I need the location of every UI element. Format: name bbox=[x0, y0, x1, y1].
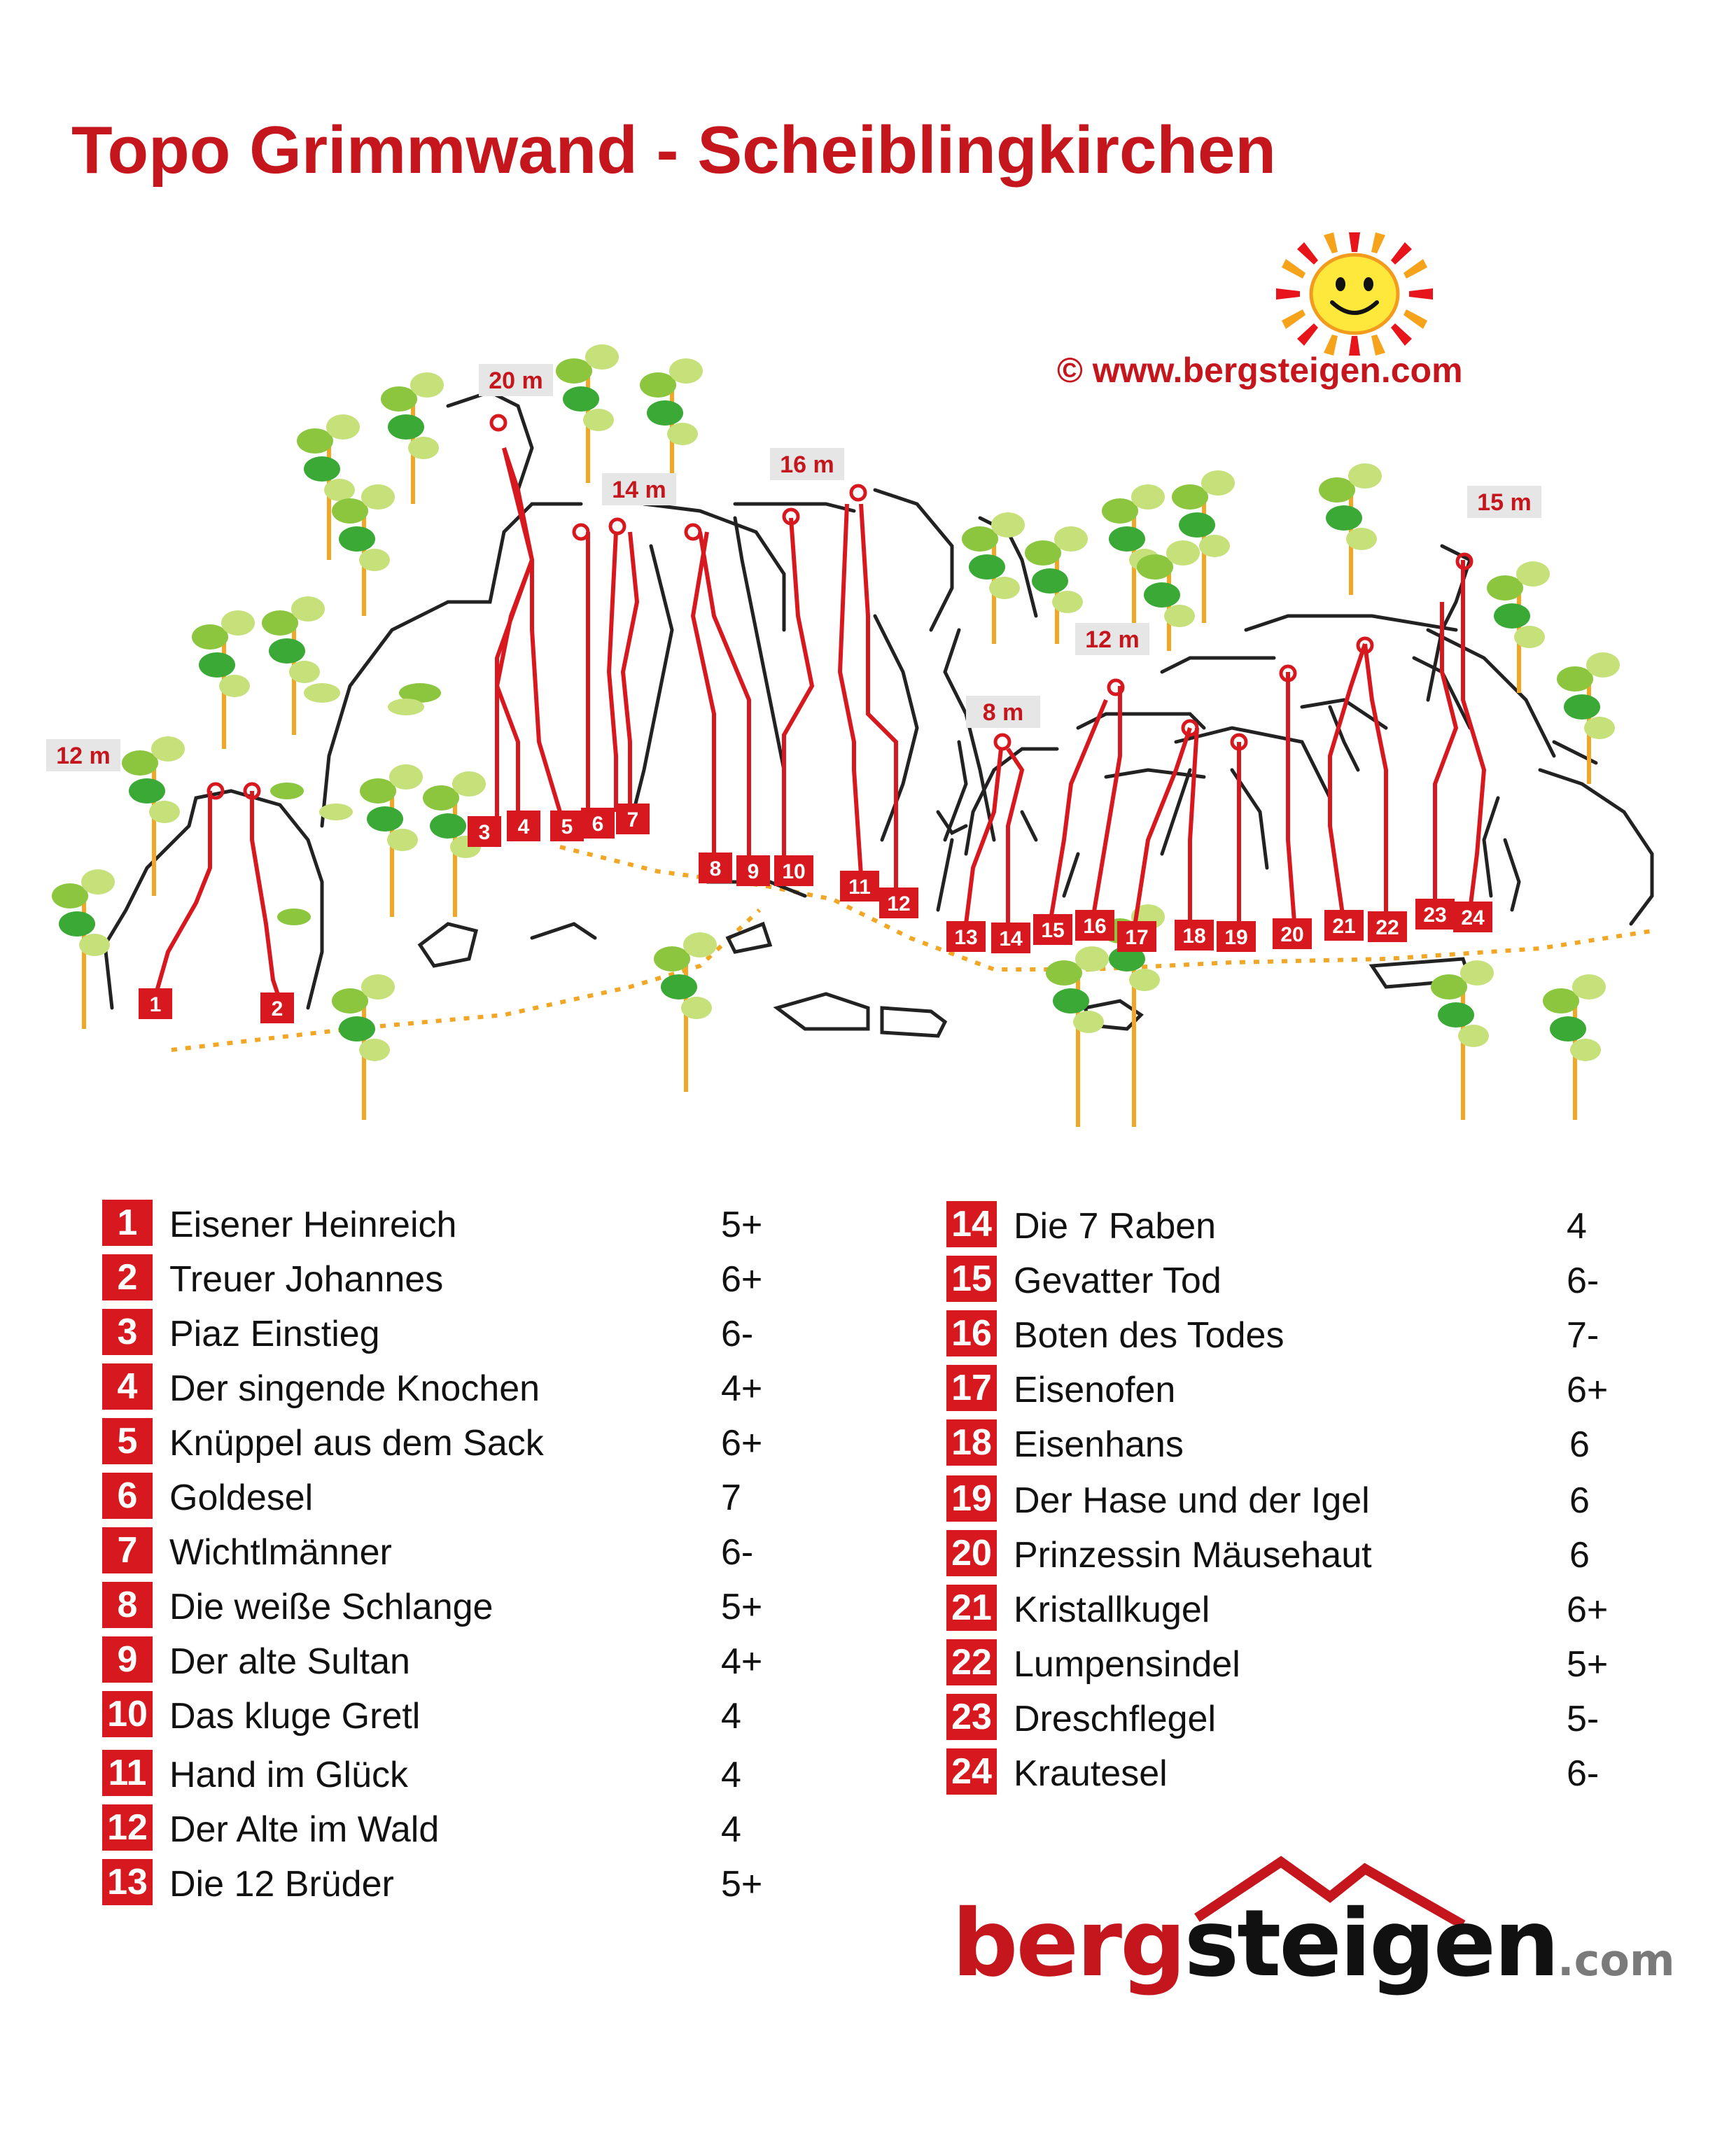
route-grade: 6- bbox=[721, 1314, 754, 1354]
page-title: Topo Grimmwand - Scheiblingkirchen bbox=[71, 113, 1277, 188]
brand-word-berg: berg bbox=[952, 1890, 1184, 1998]
route-legend-left bbox=[102, 1200, 802, 1928]
route-number-badge: 2 bbox=[102, 1254, 153, 1300]
route-marker[interactable] bbox=[1117, 921, 1156, 952]
svg-text:2: 2 bbox=[271, 997, 284, 1021]
route-grade: 6- bbox=[721, 1532, 754, 1573]
svg-text:9: 9 bbox=[747, 860, 760, 883]
svg-text:1: 1 bbox=[149, 993, 162, 1016]
tree-icon bbox=[1543, 974, 1606, 1120]
route-number-badge: 24 bbox=[946, 1748, 997, 1795]
route-name: Piaz Einstieg bbox=[169, 1314, 380, 1354]
route-name: Lumpensindel bbox=[1014, 1644, 1240, 1685]
route-name: Treuer Johannes bbox=[169, 1259, 444, 1300]
route-marker[interactable] bbox=[736, 855, 770, 886]
route-number-badge: 5 bbox=[102, 1418, 153, 1464]
height-label: 12 m bbox=[56, 743, 111, 769]
route-grade: 6 bbox=[1569, 1480, 1590, 1521]
tree-icon bbox=[262, 596, 325, 735]
svg-text:6: 6 bbox=[592, 813, 604, 836]
route-grade: 4 bbox=[1567, 1206, 1587, 1247]
height-label: 8 m bbox=[982, 699, 1024, 726]
tree-icon bbox=[1487, 561, 1550, 693]
svg-text:16: 16 bbox=[1083, 915, 1107, 938]
route-marker[interactable] bbox=[1033, 914, 1072, 945]
route-number-badge: 4 bbox=[102, 1363, 153, 1410]
route-name: Knüppel aus dem Sack bbox=[169, 1423, 544, 1464]
route-number-badge: 6 bbox=[102, 1473, 153, 1519]
route-grade: 7- bbox=[1567, 1315, 1600, 1356]
route-marker[interactable] bbox=[774, 855, 813, 886]
route-grade: 4 bbox=[721, 1696, 741, 1737]
route-number-badge: 17 bbox=[946, 1365, 997, 1411]
tree-icon bbox=[1557, 652, 1620, 784]
route-name: Eisenhans bbox=[1014, 1424, 1184, 1465]
svg-text:19: 19 bbox=[1224, 926, 1248, 949]
tree-icon bbox=[360, 764, 423, 917]
tree-icon bbox=[192, 610, 255, 749]
svg-text:10: 10 bbox=[782, 860, 806, 883]
route-marker[interactable] bbox=[1273, 918, 1312, 949]
route-grade: 5+ bbox=[1567, 1644, 1609, 1685]
svg-text:12: 12 bbox=[887, 892, 911, 916]
route-grade: 6 bbox=[1569, 1424, 1590, 1465]
svg-text:11: 11 bbox=[848, 876, 871, 899]
svg-text:23: 23 bbox=[1423, 904, 1447, 927]
tree-icon bbox=[1431, 960, 1494, 1120]
svg-text:7: 7 bbox=[626, 808, 639, 832]
route-name: Der Hase und der Igel bbox=[1014, 1480, 1370, 1521]
svg-text:3: 3 bbox=[478, 821, 491, 844]
svg-text:5: 5 bbox=[561, 815, 573, 839]
route-marker[interactable] bbox=[139, 988, 172, 1019]
tree-icon bbox=[332, 974, 395, 1120]
route-name: Dreschflegel bbox=[1014, 1699, 1217, 1739]
route-grade: 4+ bbox=[721, 1641, 763, 1682]
route-name: Krautesel bbox=[1014, 1753, 1168, 1794]
route-grade: 5+ bbox=[721, 1205, 763, 1245]
route-grade: 6+ bbox=[1567, 1370, 1609, 1410]
tree-icon bbox=[640, 358, 703, 483]
route-marker[interactable] bbox=[840, 871, 879, 902]
copyright-url[interactable]: © www.bergsteigen.com bbox=[1057, 351, 1463, 390]
route-grade: 6+ bbox=[721, 1423, 763, 1464]
svg-text:18: 18 bbox=[1182, 925, 1206, 948]
route-grade: 5+ bbox=[721, 1864, 763, 1905]
tree-icon bbox=[332, 484, 395, 616]
route-grade: 4 bbox=[721, 1755, 741, 1795]
tree-icon bbox=[1319, 463, 1382, 595]
route-name: Gevatter Tod bbox=[1014, 1261, 1222, 1301]
route-grade: 6- bbox=[1567, 1261, 1600, 1301]
route-name: Die weiße Schlange bbox=[169, 1587, 493, 1627]
route-name: Die 12 Brüder bbox=[169, 1864, 394, 1905]
route-name: Der singende Knochen bbox=[169, 1368, 540, 1409]
route-grade: 5- bbox=[1567, 1699, 1600, 1739]
route-number-badge: 22 bbox=[946, 1639, 997, 1685]
route-name: Kristallkugel bbox=[1014, 1590, 1210, 1630]
route-marker[interactable] bbox=[1415, 899, 1455, 930]
svg-text:13: 13 bbox=[954, 926, 978, 949]
route-grade: 6 bbox=[1569, 1535, 1590, 1576]
route-number-badge: 7 bbox=[102, 1527, 153, 1573]
route-marker[interactable] bbox=[550, 811, 584, 841]
route-number-badge: 14 bbox=[946, 1201, 997, 1247]
route-number-badge: 8 bbox=[102, 1582, 153, 1628]
height-label: 15 m bbox=[1477, 489, 1532, 516]
route-name: Boten des Todes bbox=[1014, 1315, 1284, 1356]
route-marker[interactable] bbox=[1217, 921, 1256, 952]
route-number-badge: 13 bbox=[102, 1859, 153, 1905]
tree-icon bbox=[556, 344, 619, 483]
svg-text:24: 24 bbox=[1461, 906, 1485, 930]
route-grade: 4+ bbox=[721, 1368, 763, 1409]
route-marker[interactable] bbox=[946, 921, 986, 952]
route-number-badge: 21 bbox=[946, 1585, 997, 1631]
route-name: Hand im Glück bbox=[169, 1755, 408, 1795]
route-number-badge: 3 bbox=[102, 1309, 153, 1355]
height-label: 16 m bbox=[780, 451, 834, 478]
route-name: Goldesel bbox=[169, 1478, 314, 1518]
route-name: Das kluge Gretl bbox=[169, 1696, 421, 1737]
route-grade: 6+ bbox=[1567, 1590, 1609, 1630]
tree-icon bbox=[381, 372, 444, 504]
route-marker[interactable] bbox=[699, 853, 732, 883]
svg-text:4: 4 bbox=[517, 815, 530, 839]
route-name: Die 7 Raben bbox=[1014, 1206, 1217, 1247]
svg-text:17: 17 bbox=[1125, 926, 1149, 949]
route-number-badge: 19 bbox=[946, 1475, 997, 1522]
route-grade: 7 bbox=[721, 1478, 741, 1518]
route-legend-right bbox=[946, 1201, 1646, 1803]
route-grade: 6+ bbox=[721, 1259, 763, 1300]
svg-text:14: 14 bbox=[999, 927, 1023, 951]
height-label: 14 m bbox=[612, 477, 666, 503]
route-grade: 5+ bbox=[721, 1587, 763, 1627]
route-number-badge: 12 bbox=[102, 1804, 153, 1851]
svg-text:21: 21 bbox=[1332, 915, 1356, 938]
route-number-badge: 18 bbox=[946, 1419, 997, 1466]
route-grade: 6- bbox=[1567, 1753, 1600, 1794]
route-marker[interactable] bbox=[879, 888, 918, 918]
route-number-badge: 9 bbox=[102, 1636, 153, 1683]
route-marker[interactable] bbox=[616, 804, 650, 834]
tree-icon bbox=[52, 869, 115, 1029]
height-label: 12 m bbox=[1085, 626, 1140, 653]
route-marker[interactable] bbox=[581, 808, 615, 839]
route-name: Eisenofen bbox=[1014, 1370, 1176, 1410]
route-number-badge: 11 bbox=[102, 1750, 153, 1796]
route-marker[interactable] bbox=[1368, 911, 1407, 942]
svg-text:22: 22 bbox=[1376, 916, 1399, 939]
route-marker[interactable] bbox=[991, 923, 1030, 953]
height-label: 20 m bbox=[489, 367, 543, 394]
route-number-badge: 16 bbox=[946, 1310, 997, 1356]
brand-domain: .com bbox=[1558, 1935, 1675, 1986]
tree-icon bbox=[1046, 946, 1109, 1127]
route-number-badge: 1 bbox=[102, 1200, 153, 1246]
brand-word-steigen: steigen bbox=[1184, 1890, 1558, 1998]
route-number-badge: 23 bbox=[946, 1694, 997, 1740]
route-name: Prinzessin Mäusehaut bbox=[1014, 1535, 1372, 1576]
route-name: Eisener Heinreich bbox=[169, 1205, 457, 1245]
route-name: Der alte Sultan bbox=[169, 1641, 410, 1682]
route-marker[interactable] bbox=[1075, 910, 1114, 941]
route-number-badge: 10 bbox=[102, 1691, 153, 1737]
route-marker[interactable] bbox=[1453, 902, 1492, 932]
route-name: Wichtlmänner bbox=[169, 1532, 392, 1573]
route-grade: 4 bbox=[721, 1809, 741, 1850]
route-marker[interactable] bbox=[507, 811, 540, 841]
svg-text:8: 8 bbox=[709, 857, 722, 881]
tree-icon bbox=[122, 736, 185, 896]
route-number-badge: 20 bbox=[946, 1530, 997, 1576]
svg-text:15: 15 bbox=[1041, 919, 1065, 942]
route-marker[interactable] bbox=[468, 816, 501, 847]
route-marker[interactable] bbox=[260, 993, 294, 1023]
tree-icon bbox=[962, 512, 1025, 644]
route-name: Der Alte im Wald bbox=[169, 1809, 440, 1850]
route-number-badge: 15 bbox=[946, 1256, 997, 1302]
bergsteigen-logo bbox=[952, 1848, 1675, 1998]
route-marker[interactable] bbox=[1324, 910, 1364, 941]
route-marker[interactable] bbox=[1175, 920, 1214, 951]
svg-text:20: 20 bbox=[1280, 923, 1304, 946]
